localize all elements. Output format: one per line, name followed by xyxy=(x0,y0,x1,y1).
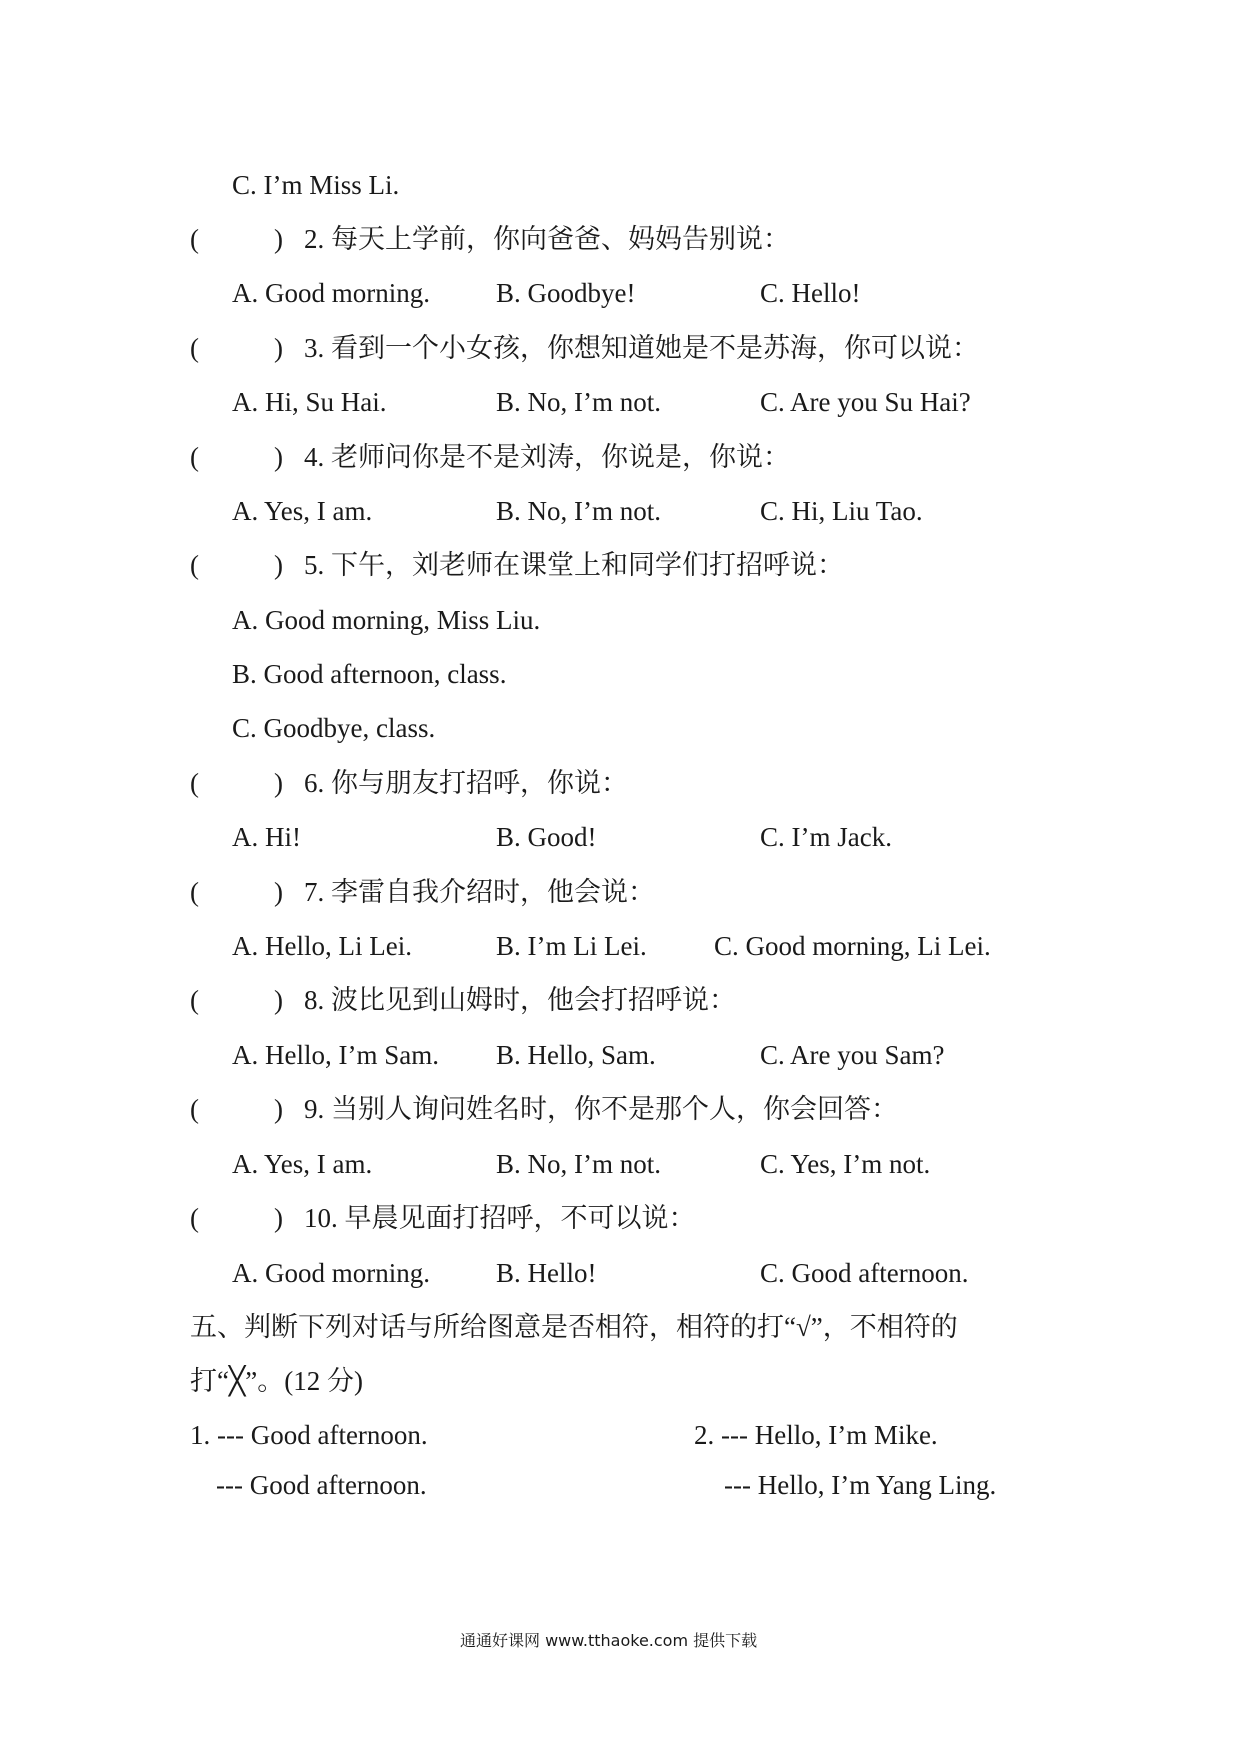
question-text: 3. 看到一个小女孩，你想知道她是不是苏海，你可以说： xyxy=(304,333,979,363)
question-text: 7. 李雷自我介绍时，他会说： xyxy=(304,877,655,907)
answer-blank[interactable] xyxy=(214,440,274,474)
option-c: C. Are you Su Hai? xyxy=(760,387,971,417)
question-text: 6. 你与朋友打招呼，你说： xyxy=(304,768,628,798)
answer-paren-open: ( xyxy=(190,1203,199,1233)
option-c: C. Hello! xyxy=(760,278,861,308)
option-c: C. Goodbye, class. xyxy=(232,713,436,743)
answer-paren-close: ) xyxy=(274,877,283,907)
option-b: B. I’m Li Lei. xyxy=(496,931,647,961)
answer-paren-open: ( xyxy=(190,550,199,580)
top-option: C. I’m Miss Li. xyxy=(232,170,400,200)
option-a: A. Hello, Li Lei. xyxy=(232,931,412,961)
option-a: A. Hello, I’m Sam. xyxy=(232,1040,439,1070)
answer-paren-close: ) xyxy=(274,985,283,1015)
answer-paren-close: ) xyxy=(274,768,283,798)
answer-blank[interactable] xyxy=(214,1092,274,1126)
section-5-heading-line-1: 五、判断下列对话与所给图意是否相符，相符的打“√”，不相符的 xyxy=(190,1312,958,1342)
footer-credit: 通通好课网 www.tthaoke.com 提供下载 xyxy=(460,1631,758,1650)
dialogue-line: 2. --- Hello, I’m Mike. xyxy=(694,1420,938,1450)
answer-blank[interactable] xyxy=(214,222,274,256)
answer-paren-close: ) xyxy=(274,442,283,472)
option-a: A. Good morning. xyxy=(232,278,430,308)
answer-paren-close: ) xyxy=(274,1094,283,1124)
option-c: C. I’m Jack. xyxy=(760,822,892,852)
answer-blank[interactable] xyxy=(214,983,274,1017)
question-text: 10. 早晨见面打招呼，不可以说： xyxy=(304,1203,696,1233)
answer-blank[interactable] xyxy=(214,548,274,582)
section-5-heading-line-2: 打“╳”。(12 分) xyxy=(190,1366,363,1396)
answer-paren-open: ( xyxy=(190,224,199,254)
option-a: A. Yes, I am. xyxy=(232,1149,373,1179)
answer-paren-close: ) xyxy=(274,224,283,254)
answer-blank[interactable] xyxy=(214,1201,274,1235)
option-c: C. Hi, Liu Tao. xyxy=(760,496,923,526)
option-a: A. Hi, Su Hai. xyxy=(232,387,387,417)
answer-paren-close: ) xyxy=(274,550,283,580)
option-b: B. No, I’m not. xyxy=(496,1149,661,1179)
question-text: 2. 每天上学前，你向爸爸、妈妈告别说： xyxy=(304,224,790,254)
option-b: B. Hello, Sam. xyxy=(496,1040,656,1070)
answer-paren-open: ( xyxy=(190,1094,199,1124)
option-c: C. Good morning, Li Lei. xyxy=(714,931,991,961)
option-b: B. No, I’m not. xyxy=(496,387,661,417)
question-text: 8. 波比见到山姆时，他会打招呼说： xyxy=(304,985,736,1015)
option-a: A. Good morning. xyxy=(232,1258,430,1288)
option-a: A. Yes, I am. xyxy=(232,496,373,526)
option-c: C. Are you Sam? xyxy=(760,1040,945,1070)
option-a: A. Hi! xyxy=(232,822,301,852)
option-c: C. Yes, I’m not. xyxy=(760,1149,931,1179)
answer-blank[interactable] xyxy=(214,331,274,365)
answer-paren-open: ( xyxy=(190,985,199,1015)
option-b: B. No, I’m not. xyxy=(496,496,661,526)
dialogue-line: --- Good afternoon. xyxy=(216,1470,427,1500)
answer-paren-close: ) xyxy=(274,1203,283,1233)
dialogue-line: --- Hello, I’m Yang Ling. xyxy=(724,1470,997,1500)
option-b: B. Goodbye! xyxy=(496,278,636,308)
answer-paren-open: ( xyxy=(190,877,199,907)
answer-blank[interactable] xyxy=(214,766,274,800)
question-text: 9. 当别人询问姓名时，你不是那个人，你会回答： xyxy=(304,1094,898,1124)
answer-blank[interactable] xyxy=(214,875,274,909)
option-c: C. Good afternoon. xyxy=(760,1258,969,1288)
option-a: A. Good morning, Miss Liu. xyxy=(232,605,541,635)
dialogue-line: 1. --- Good afternoon. xyxy=(190,1420,428,1450)
question-text: 4. 老师问你是不是刘涛，你说是，你说： xyxy=(304,442,790,472)
answer-paren-open: ( xyxy=(190,768,199,798)
question-text: 5. 下午，刘老师在课堂上和同学们打招呼说： xyxy=(304,550,844,580)
answer-paren-close: ) xyxy=(274,333,283,363)
answer-paren-open: ( xyxy=(190,442,199,472)
answer-paren-open: ( xyxy=(190,333,199,363)
option-b: B. Good afternoon, class. xyxy=(232,659,507,689)
option-b: B. Hello! xyxy=(496,1258,597,1288)
option-b: B. Good! xyxy=(496,822,597,852)
